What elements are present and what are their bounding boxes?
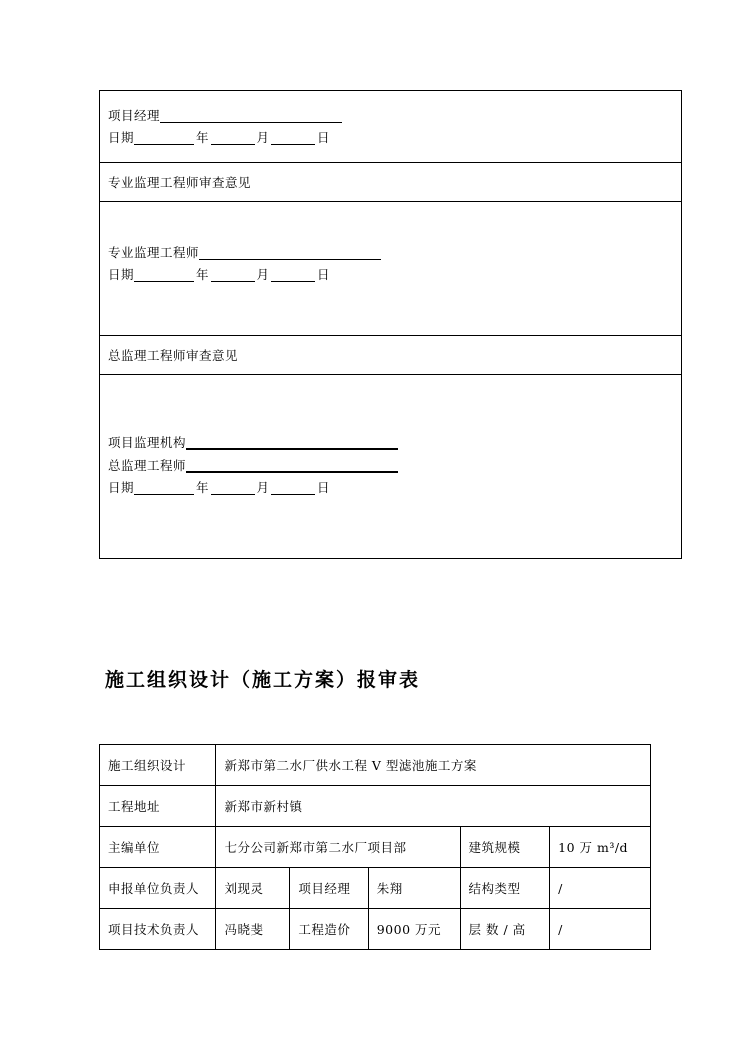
page-title: 施工组织设计（施工方案）报审表 [105, 669, 421, 691]
cell-label-project-address: 工程地址 [100, 786, 216, 827]
label-chief-engineer: 总监理工程师 [108, 458, 187, 474]
table-row [100, 909, 651, 950]
supervision-org-rule[interactable] [186, 434, 398, 450]
table-row [100, 91, 682, 163]
opinion-cell-chief-heading [100, 336, 682, 375]
cell-value-structure-type: / [550, 868, 651, 909]
table-row [100, 868, 651, 909]
label-date: 日期 [108, 130, 135, 146]
cell-value-editing-unit: 七分公司新郑市第二水厂项目部 [216, 827, 460, 868]
cell-label-applicant-head: 申报单位负责人 [100, 868, 216, 909]
date-year-rule[interactable] [134, 130, 194, 145]
date-day-rule[interactable] [271, 480, 315, 495]
label-specialist-engineer: 专业监理工程师 [108, 245, 200, 261]
table-row [100, 786, 651, 827]
unit-day: 日 [317, 480, 330, 496]
unit-day: 日 [317, 130, 330, 146]
date-month-rule[interactable] [211, 267, 255, 282]
signature-rule[interactable] [199, 245, 381, 260]
unit-year: 年 [196, 480, 209, 496]
cell-value-applicant-head: 刘现灵 [216, 868, 290, 909]
signature-cell-project-manager [100, 91, 682, 163]
date-month-rule[interactable] [211, 130, 255, 145]
table-row [100, 827, 651, 868]
date-day-rule[interactable] [271, 267, 315, 282]
table-row [100, 336, 682, 375]
cell-label-project-cost: 工程造价 [290, 909, 368, 950]
field-row-specialist-engineer [108, 245, 681, 260]
date-month-rule[interactable] [211, 480, 255, 495]
signature-cell-chief [100, 375, 682, 559]
cell-label-technical-head: 项目技术负责人 [100, 909, 216, 950]
table-row [100, 163, 682, 202]
cell-label-building-scale: 建筑规模 [460, 827, 550, 868]
project-info-table [99, 744, 651, 950]
field-row-date [108, 480, 681, 495]
date-year-rule[interactable] [134, 480, 194, 495]
unit-month: 月 [256, 480, 270, 496]
label-date: 日期 [108, 267, 135, 283]
cell-value-project-manager: 朱翔 [368, 868, 460, 909]
unit-year: 年 [196, 130, 209, 146]
field-row-date [108, 130, 681, 145]
cell-value-floors-height: / [550, 909, 651, 950]
opinion-heading-specialist: 专业监理工程师审查意见 [108, 175, 252, 190]
cell-value-construction-design: 新郑市第二水厂供水工程 V 型滤池施工方案 [216, 745, 651, 786]
table-row [100, 202, 682, 336]
unit-month: 月 [256, 130, 270, 146]
field-row-date [108, 267, 681, 282]
label-supervision-org: 项目监理机构 [108, 435, 187, 451]
cell-label-floors-height: 层 数 / 高 [460, 909, 550, 950]
cell-label-construction-design: 施工组织设计 [100, 745, 216, 786]
opinion-cell-specialist-heading [100, 163, 682, 202]
table-row [100, 375, 682, 559]
cell-value-project-cost: 9000 万元 [368, 909, 460, 950]
unit-month: 月 [256, 267, 270, 283]
label-project-manager: 项目经理 [108, 108, 161, 124]
date-year-rule[interactable] [134, 267, 194, 282]
signature-cell-specialist [100, 202, 682, 336]
unit-day: 日 [317, 267, 330, 283]
unit-year: 年 [196, 267, 209, 283]
cell-label-structure-type: 结构类型 [460, 868, 550, 909]
cell-value-technical-head: 冯晓斐 [216, 909, 290, 950]
signature-rule[interactable] [160, 108, 342, 123]
signature-table [99, 90, 682, 559]
cell-value-project-address: 新郑市新村镇 [216, 786, 651, 827]
field-row-chief-engineer [108, 457, 681, 473]
chief-engineer-rule[interactable] [186, 457, 398, 473]
table-row [100, 745, 651, 786]
label-date: 日期 [108, 480, 135, 496]
cell-label-editing-unit: 主编单位 [100, 827, 216, 868]
cell-label-project-manager: 项目经理 [290, 868, 368, 909]
date-day-rule[interactable] [271, 130, 315, 145]
opinion-heading-chief: 总监理工程师审查意见 [108, 348, 239, 363]
field-row-project-manager [108, 108, 681, 123]
cell-value-building-scale: 10 万 m³/d [550, 827, 651, 868]
field-row-supervision-org [108, 434, 681, 450]
